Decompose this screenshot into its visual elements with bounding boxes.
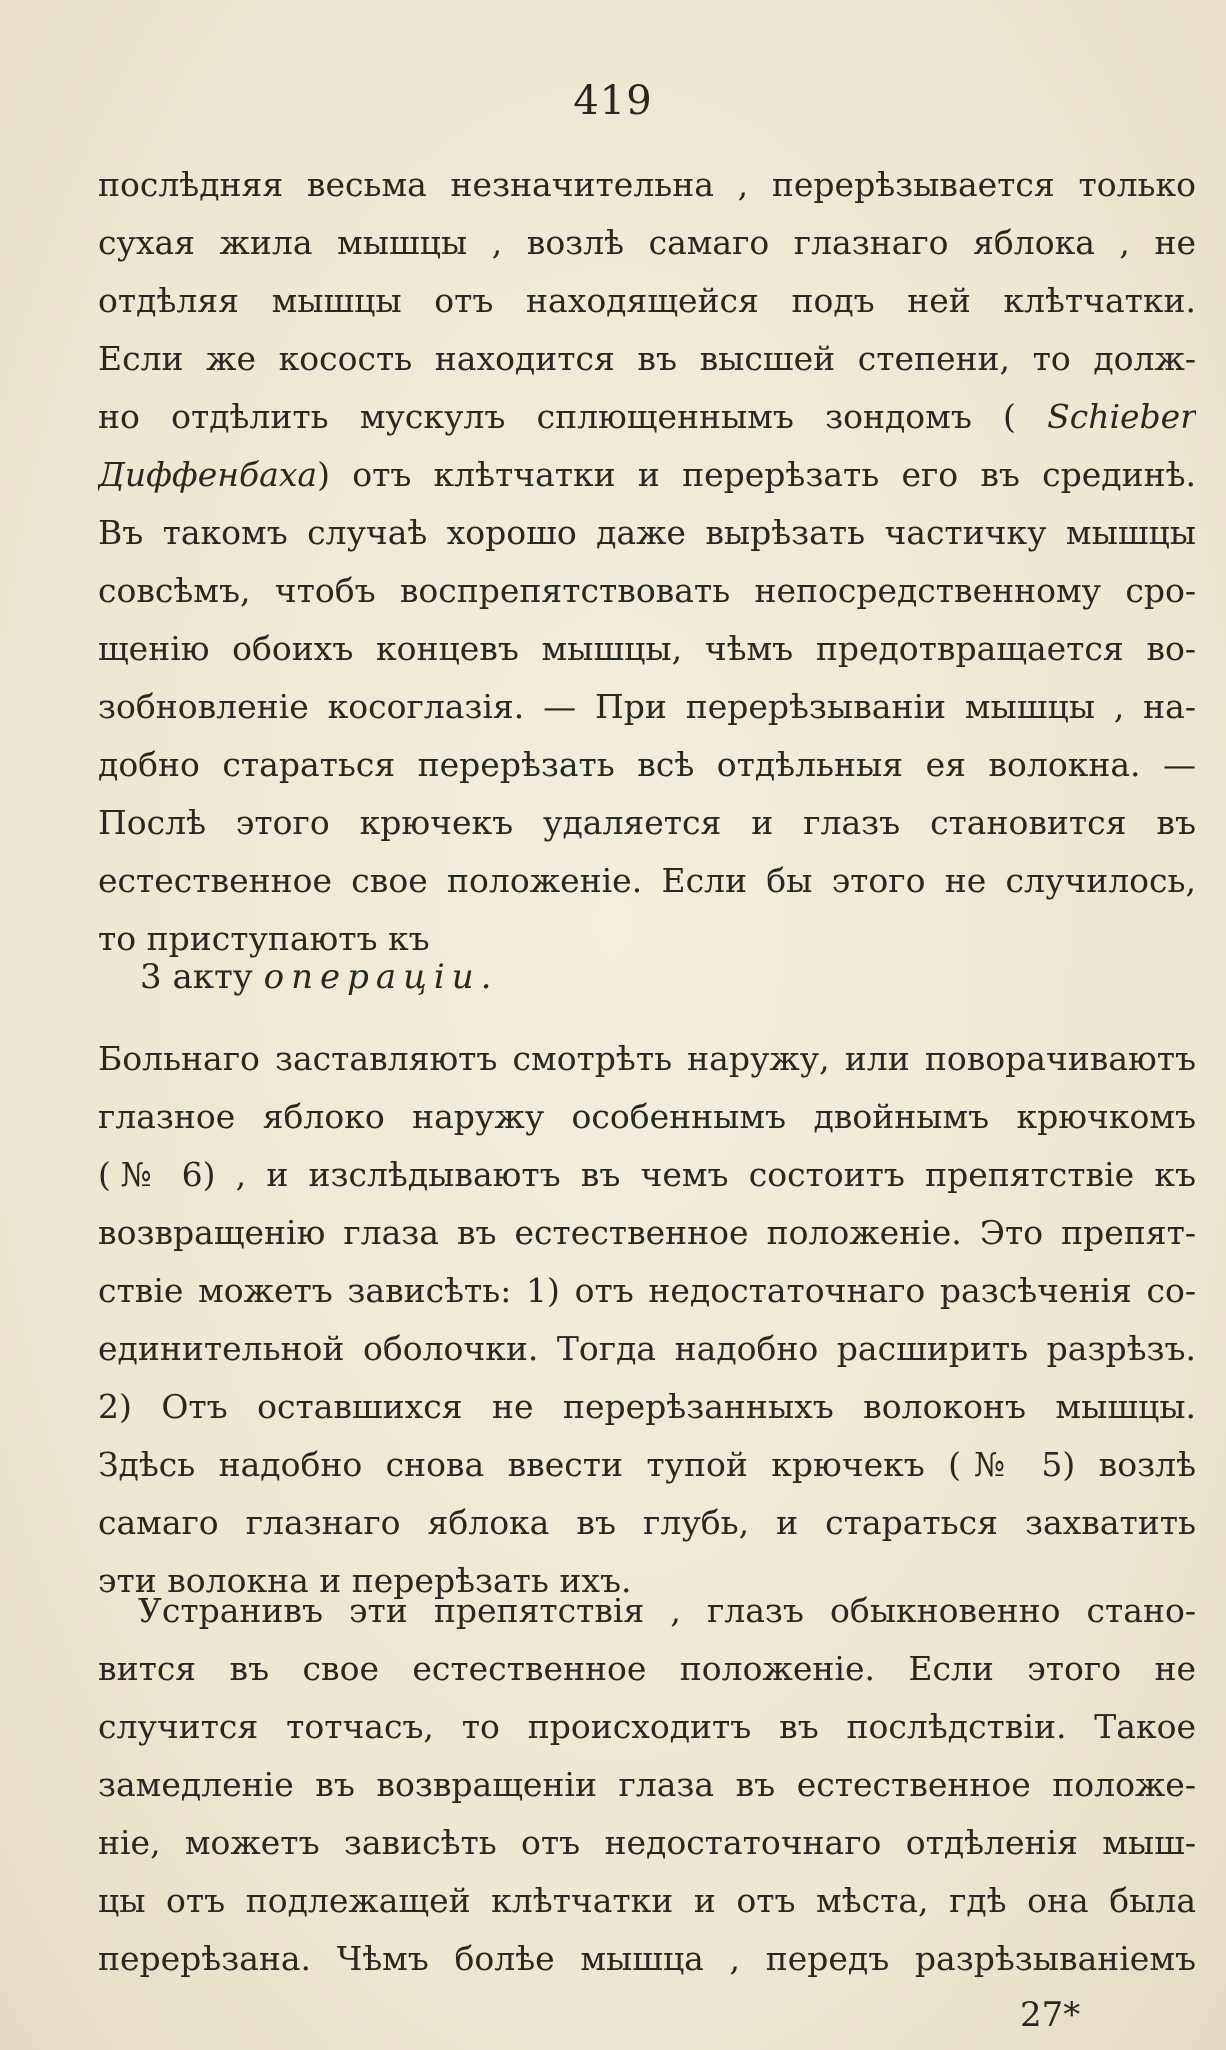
text-line: единительной оболочки. Тогда надобно расширить разрѣзъ. [98,1329,1196,1368]
text-line: 2) Отъ оставшихся не перерѣзанныхъ волоконъ мышцы. [98,1387,1196,1426]
text-line: самаго глазнаго яблока въ глубь, и стараться захватить [98,1503,1196,1542]
heading-prefix: 3 акту [140,957,253,997]
text-line: сухая жила мышцы , возлѣ самаго глазнаго яблока , не [98,223,1196,262]
text-line: щенію обоихъ концевъ мышцы, чѣмъ предотвращается во- [98,629,1196,668]
text-line: перерѣзана. Чѣмъ болѣе мышца , передъ разрѣзываніемъ [98,1939,1196,1978]
text-line: Больнаго заставляютъ смотрѣть наружу, или поворачиваютъ [98,1039,1196,1078]
text-line: совсѣмъ, чтобъ воспрепятствовать непосредственному сро- [98,571,1196,610]
page-number: 419 [573,78,653,124]
text-line: цы отъ подлежащей клѣтчатки и отъ мѣста, гдѣ она была [98,1881,1196,1920]
text-line: Устранивъ эти препятствія , глазъ обыкновенно стано- [138,1591,1196,1630]
paragraph-2 [98,1030,1196,1610]
text-line: отдѣляя мышцы отъ находящейся подъ ней клѣтчатки. [98,281,1196,320]
text-line: то приступаютъ къ [98,919,430,958]
text-line: послѣдняя весьма незначительна , перерѣзывается только [98,165,1196,204]
text-line: ніе, можетъ зависѣть отъ недостаточнаго отдѣленія мыш- [98,1823,1196,1862]
signature-mark: 27* [1020,1995,1081,2035]
text-line: Здѣсь надобно снова ввести тупой крючекъ (№ 5) возлѣ [98,1445,1196,1484]
section-heading [140,948,498,1006]
text-line: добно стараться перерѣзать всѣ отдѣльныя ея волокна. — [98,745,1196,784]
text-line: (№ 6) , и изслѣдываютъ въ чемъ состоитъ препятствіе къ [98,1155,1196,1194]
author-name: Диффенбаха [98,455,318,494]
text-segment: но отдѣлить мускулъ сплющеннымъ зондомъ ( [98,397,1016,436]
text-line: глазное яблоко наружу особеннымъ двойнымъ крючкомъ [98,1097,1196,1136]
text-line: ствіе можетъ зависѣть: 1) отъ недостаточнаго разсѣченія со- [98,1271,1196,1310]
text-line: Послѣ этого крючекъ удаляется и глазъ становится въ [98,803,1196,842]
text-line [98,446,1196,504]
text-line: вится въ свое естественное положеніе. Если этого не [98,1649,1196,1688]
heading-emphasis: операціи. [263,957,499,997]
paragraph-3 [98,1582,1196,1988]
text-line: Въ такомъ случаѣ хорошо даже вырѣзать частичку мышцы [98,513,1196,552]
paragraph-1 [98,156,1196,968]
text-segment: ) отъ клѣтчатки и перерѣзать его въ срединѣ. [317,455,1196,494]
text-line: Если же косость находится въ высшей степени, то долж- [98,339,1196,378]
text-line: возвращенію глаза въ естественное положеніе. Это препят- [98,1213,1196,1252]
text-line: эти волокна и перерѣзать ихъ. [98,1561,632,1600]
text-line [98,388,1196,446]
text-line: естественное свое положеніе. Если бы этого не случилось, [98,861,1196,900]
text-line: замедленіе въ возвращеніи глаза въ естественное положе- [98,1765,1196,1804]
latin-term: Schieber [1047,397,1196,436]
text-line: зобновленіе косоглазія. — При перерѣзываніи мышцы , на- [98,687,1196,726]
text-line: случится тотчасъ, то происходитъ въ послѣдствіи. Такое [98,1707,1196,1746]
